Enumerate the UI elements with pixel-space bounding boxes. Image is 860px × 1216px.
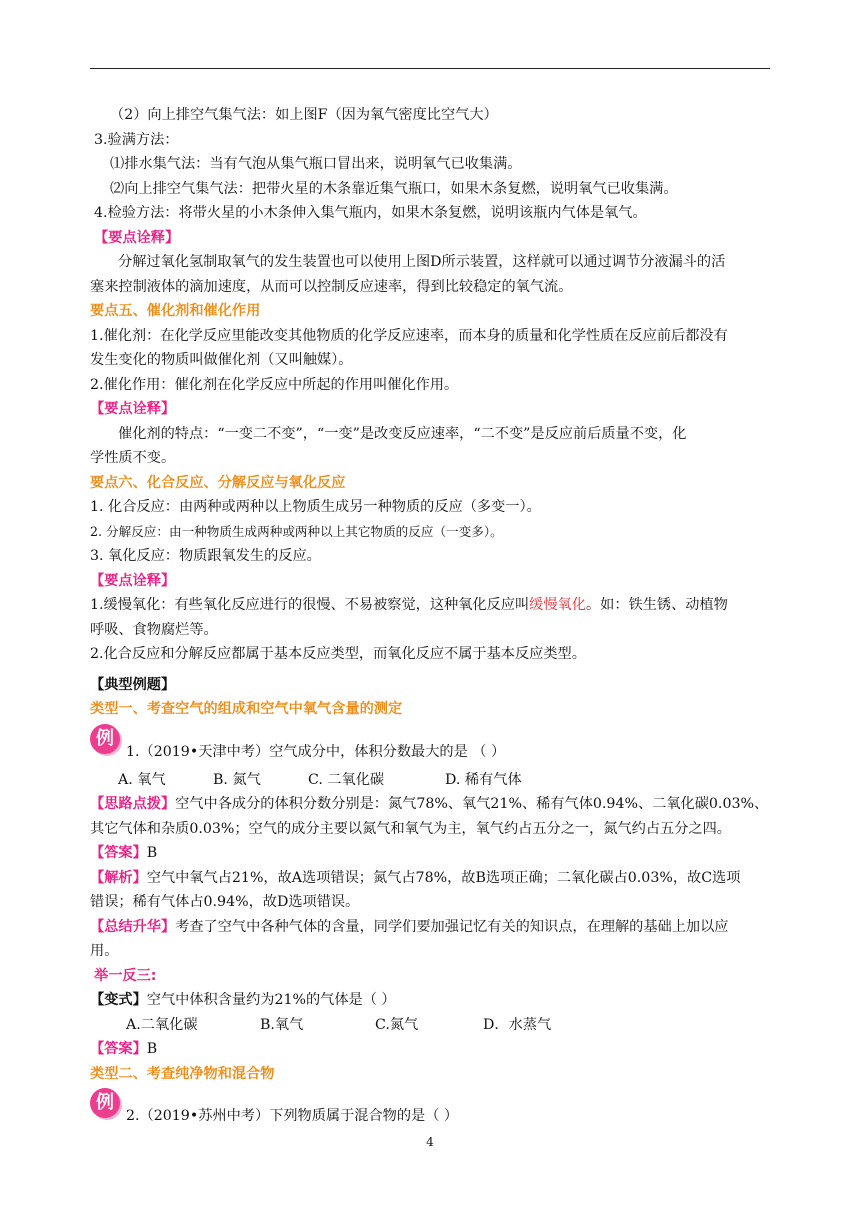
text-line: 3. 氧化反应：物质跟氧发生的反应。 [90, 548, 321, 564]
text-line [90, 866, 776, 891]
text-span: 空气中体积含量约为21%的气体是（ ） [146, 992, 396, 1008]
text-line: 1. 化合反应：由两种或两种以上物质生成另一种物质的反应（多变一）。 [90, 499, 541, 515]
label-tag: 【答案】 [90, 1041, 147, 1057]
option-a: A.二氧化碳 [126, 1016, 198, 1033]
text-span: 考查了空气中各种气体的含量，同学们要加强记忆有关的知识点，在理解的基础上加以应 [175, 918, 729, 935]
text-line: 1.催化剂：在化学反应里能改变其他物质的化学反应速率，而本身的质量和化学性质在反应前后都没有 [90, 327, 728, 344]
typical-examples-heading: 【典型例题】 [90, 676, 176, 693]
text-line: 呼吸、食物腐烂等。 [90, 621, 218, 638]
text-line: 2.化合反应和分解反应都属于基本反应类型，而氧化反应不属于基本反应类型。 [90, 646, 586, 662]
section-heading: 要点六、化合反应、分解反应与氧化反应 [90, 474, 346, 491]
text-line: 2.催化作用：催化剂在化学反应中所起的作用叫催化作用。 [90, 376, 459, 393]
text-line [90, 1037, 776, 1062]
option-c: C.氮气 [375, 1016, 419, 1033]
example-block [90, 1086, 776, 1132]
text-line [90, 988, 776, 1013]
text-line: 催化剂的特点：“一变二不变”，“一变”是改变反应速率，“二不变”是反应前后质量不变，化 [118, 425, 687, 442]
question-text: 2.（2019•苏州中考）下列物质属于混合物的是（ ） [126, 1108, 459, 1124]
text-line: 发生变化的物质叫做催化剂（又叫触媒）。 [90, 352, 353, 368]
text-line [90, 792, 776, 817]
page-number: 4 [426, 1135, 434, 1149]
text-line: 塞来控制液体的滴加速度，从而可以控制反应速率，得到比较稳定的氧气流。 [90, 278, 573, 295]
text-line: ⑵向上排空气集气法：把带火星的木条靠近集气瓶口，如果木条复燃，说明氧气已收集满。 [110, 180, 678, 197]
question-text: 1.（2019•天津中考）空气成分中，体积分数最大的是 （ ） [126, 743, 506, 760]
text-line: 分解过氧化氢制取氧气的发生装置也可以使用上图D所示装置，这样就可以通过调节分液漏斗的活 [118, 254, 726, 270]
options-row [90, 768, 776, 793]
type-heading: 类型二、考查纯净物和混合物 [90, 1065, 275, 1082]
options-row [90, 1013, 776, 1038]
text-line [90, 915, 776, 940]
answer-value: B [146, 1041, 158, 1057]
text-span: 1.缓慢氧化：有些氧化反应进行的很慢、不易被察觉，这种氧化反应叫 [90, 597, 530, 613]
option-b: B. 氮气 [213, 771, 261, 788]
text-line: 错误；稀有气体占0.94%，故D选项错误。 [90, 894, 360, 910]
text-line [90, 593, 776, 618]
section-heading: 要点五、催化剂和催化作用 [90, 303, 261, 319]
text-line [90, 520, 776, 545]
highlight-term: 缓慢氧化 [529, 597, 586, 613]
section-note-heading: 【要点诠释】 [94, 229, 180, 246]
text-span: 空气中各成分的体积分数分别是：氮气78%、氧气21%、稀有气体0.94%、二氧化碳0.03%、 [175, 796, 769, 812]
option-d: D. 稀有气体 [445, 771, 522, 788]
label-tag: 【思路点拨】 [90, 796, 176, 812]
text-line: 用。 [90, 943, 119, 959]
option-c: C. 二氧化碳 [308, 771, 385, 788]
text-line: 3.验满方法： [94, 131, 179, 148]
answer-value: B [146, 845, 158, 861]
option-a: A. 氧气 [118, 771, 166, 788]
option-d: D．水蒸气 [483, 1016, 552, 1033]
example-badge-icon: 例 [90, 1088, 120, 1118]
text-line [90, 841, 776, 866]
text-line: （2）向上排空气集气法：如上图F（因为氧气密度比空气大） [110, 107, 498, 123]
label-tag: 【答案】 [90, 845, 147, 861]
label-tag: 【总结升华】 [90, 918, 176, 935]
text-span: 空气中氧气占21%，故A选项错误；氮气占78%，故B选项正确；二氧化碳占0.03%，故C选项 [146, 869, 741, 886]
header-rule [90, 68, 770, 69]
option-b: B.氧气 [260, 1016, 304, 1033]
label-tag: 【解析】 [90, 869, 147, 886]
text-span: 2. 分解反应：由一种物质生成两种或两种以上其它物质的反应（一变多）。 [90, 523, 503, 539]
type-heading: 类型一、考查空气的组成和空气中氧气含量的测定 [90, 701, 403, 717]
practice-heading: 举一反三: [94, 967, 157, 984]
text-line: 其它气体和杂质0.03%；空气的成分主要以氮气和氧气为主，氧气约占五分之一，氮气约占五分之四。 [90, 820, 731, 837]
text-line: ⑴排水集气法：当有气泡从集气瓶口冒出来，说明氧气已收集满。 [110, 156, 522, 172]
section-note-heading: 【要点诠释】 [90, 401, 176, 417]
label-tag: 【变式】 [90, 992, 147, 1008]
section-note-heading: 【要点诠释】 [90, 572, 176, 589]
document-body [90, 103, 776, 1132]
example-badge-icon: 例 [90, 724, 120, 754]
example-block [90, 722, 776, 768]
text-line: 4.检验方法：将带火星的小木条伸入集气瓶内，如果木条复燃，说明该瓶内气体是氧气。 [94, 205, 647, 221]
text-line: 学性质不变。 [90, 450, 176, 466]
text-span: 。如：铁生锈、动植物 [585, 597, 728, 613]
